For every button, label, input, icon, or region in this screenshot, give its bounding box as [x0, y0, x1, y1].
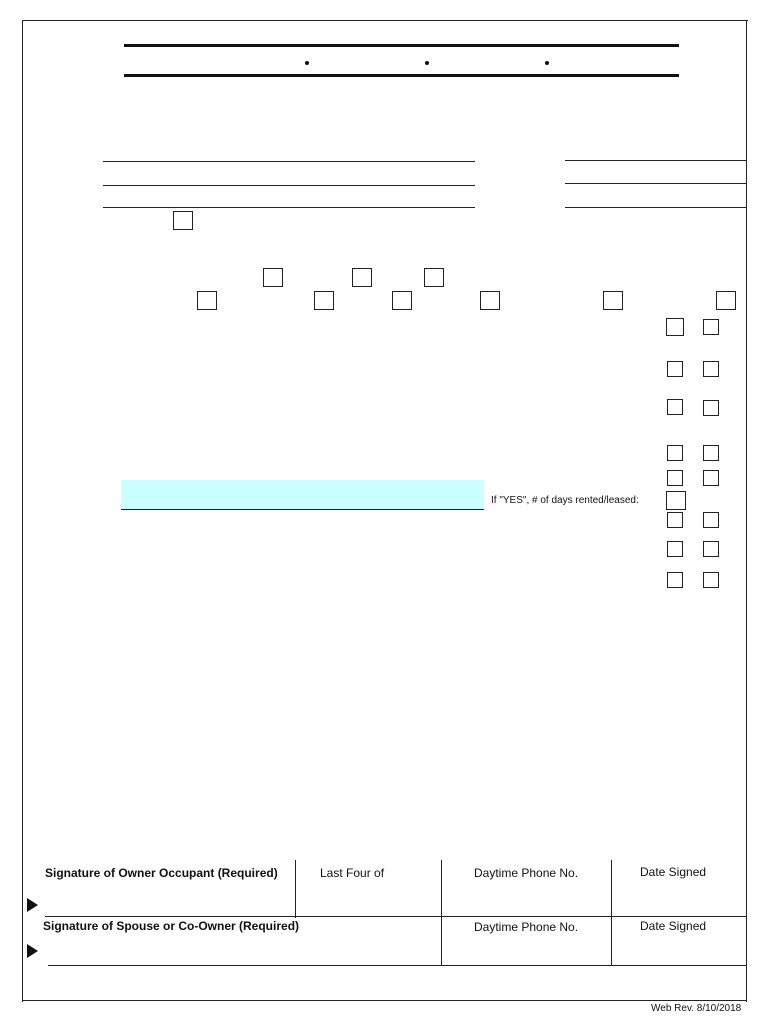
q4-no-checkbox[interactable] — [703, 445, 719, 461]
parcel-number-field[interactable] — [565, 160, 747, 161]
q3-no-checkbox[interactable] — [703, 400, 719, 416]
q7-no-checkbox[interactable] — [703, 541, 719, 557]
q2-no-checkbox[interactable] — [703, 361, 719, 377]
owner-date-label: Date Signed — [640, 865, 707, 879]
days-rented-box[interactable] — [666, 491, 686, 510]
property-type-checkbox-7[interactable] — [480, 291, 500, 310]
address-change-checkbox[interactable] — [173, 211, 193, 230]
owner-signature-label: Signature of Owner Occupant (Required) — [45, 866, 278, 880]
owner-name-field[interactable] — [103, 161, 475, 162]
q4-yes-checkbox[interactable] — [667, 445, 683, 461]
q7-yes-checkbox[interactable] — [667, 541, 683, 557]
q8-no-checkbox[interactable] — [703, 572, 719, 588]
signature-divider-3 — [611, 860, 612, 966]
property-type-checkbox-1[interactable] — [263, 268, 283, 287]
owner-phone-label: Daytime Phone No. — [474, 866, 579, 880]
property-type-checkbox-4[interactable] — [197, 291, 217, 310]
property-type-checkbox-5[interactable] — [314, 291, 334, 310]
q6-yes-checkbox[interactable] — [667, 512, 683, 528]
signature-divider-1 — [295, 860, 296, 918]
q1-yes-checkbox[interactable] — [666, 318, 684, 336]
property-type-checkbox-8[interactable] — [603, 291, 623, 310]
property-type-checkbox-3[interactable] — [424, 268, 444, 287]
page-border-bottom — [22, 1000, 747, 1001]
account-field[interactable] — [565, 207, 747, 208]
q1-no-checkbox[interactable] — [703, 319, 719, 335]
spouse-sign-here-arrow — [27, 944, 38, 958]
property-type-checkbox-2[interactable] — [352, 268, 372, 287]
header-bullet-1 — [305, 61, 309, 65]
page-border-right — [746, 20, 747, 1002]
owner-address-field[interactable] — [103, 185, 475, 186]
q3-yes-checkbox[interactable] — [667, 399, 683, 415]
q5-no-checkbox[interactable] — [703, 470, 719, 486]
signature-divider-2 — [441, 860, 442, 966]
spouse-signature-line[interactable] — [48, 965, 747, 966]
property-type-checkbox-6[interactable] — [392, 291, 412, 310]
page-border — [22, 20, 748, 1002]
header-bottom-rule — [124, 74, 679, 77]
tax-year-field[interactable] — [565, 183, 747, 184]
q6-no-checkbox[interactable] — [703, 512, 719, 528]
q2-yes-checkbox[interactable] — [667, 361, 683, 377]
rental-details-input[interactable] — [121, 480, 484, 510]
owner-sign-here-arrow — [27, 898, 38, 912]
days-rented-label: If "YES", # of days rented/leased: — [491, 495, 639, 506]
owner-city-field[interactable] — [103, 207, 475, 208]
header-bullet-2 — [425, 61, 429, 65]
property-type-checkbox-9[interactable] — [716, 291, 736, 310]
spouse-phone-label: Daytime Phone No. — [474, 920, 579, 934]
revision-note: Web Rev. 8/10/2018 — [651, 1003, 742, 1014]
q8-yes-checkbox[interactable] — [667, 572, 683, 588]
q5-yes-checkbox[interactable] — [667, 470, 683, 486]
last-four-label: Last Four of — [320, 866, 385, 880]
spouse-date-label: Date Signed — [640, 919, 707, 933]
spouse-signature-label: Signature of Spouse or Co-Owner (Required) — [43, 919, 300, 933]
header-bullet-3 — [545, 61, 549, 65]
owner-signature-line[interactable] — [45, 916, 747, 917]
header-top-rule — [124, 44, 679, 47]
